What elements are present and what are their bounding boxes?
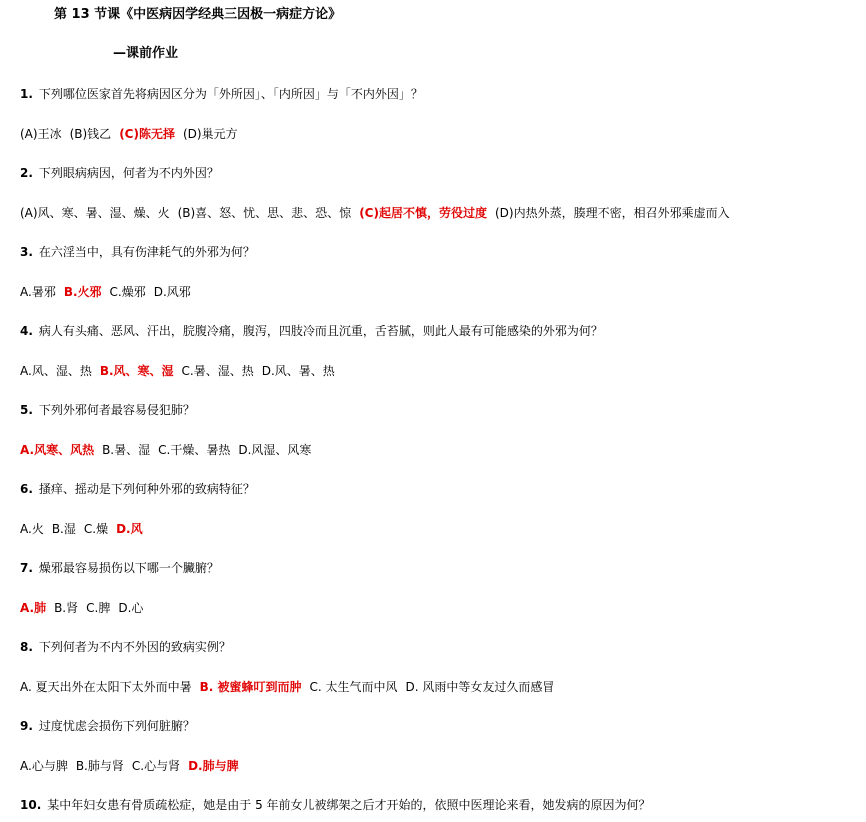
answer-option: D.心 <box>118 601 144 615</box>
answer-option: C.燥 <box>83 522 109 536</box>
question-8 <box>20 639 231 655</box>
answer-option: C.燥邪 <box>109 285 146 299</box>
answer-option: D.风邪 <box>153 285 191 299</box>
question-number: 4. <box>20 324 33 338</box>
question-text: 过度忧虑会损伤下列何脏腑？ <box>38 719 195 733</box>
question-text: 下列哪位医家首先将病因区分为「外所因」、「内所因」与「不内外因」？ <box>38 87 423 101</box>
question-number: 1. <box>20 87 33 101</box>
answer-option: C.脾 <box>86 601 111 615</box>
correct-answer-option: A.肺 <box>20 601 47 615</box>
question-number: 3. <box>20 245 33 259</box>
answer-option: (A)王冰 <box>20 127 62 141</box>
question-9 <box>20 718 195 734</box>
answer-option: C.干燥、暑热 <box>158 443 231 457</box>
question-text: 下列何者为不内不外因的致病实例？ <box>38 640 231 654</box>
answer-option: B.湿 <box>51 522 76 536</box>
options-8 <box>20 679 562 695</box>
options-1 <box>20 126 246 142</box>
answer-option: C. 太生气而中风 <box>309 680 398 694</box>
correct-answer-option: B.风、寒、湿 <box>99 364 174 378</box>
question-number: 7. <box>20 561 33 575</box>
correct-answer-option: B.火邪 <box>63 285 102 299</box>
answer-option: D.风、暑、热 <box>261 364 335 378</box>
answer-option: A.心与脾 <box>20 759 68 773</box>
answer-option: A.风、湿、热 <box>20 364 92 378</box>
answer-option: D.风湿、风寒 <box>238 443 312 457</box>
options-9 <box>20 758 247 774</box>
answer-option: B.暑、湿 <box>102 443 151 457</box>
options-6 <box>20 521 151 537</box>
question-6 <box>20 481 255 497</box>
question-text: 在六淫当中，具有伤津耗气的外邪为何？ <box>38 245 255 259</box>
options-7 <box>20 600 151 616</box>
question-text: 下列外邪何者最容易侵犯肺？ <box>38 403 195 417</box>
options-4 <box>20 363 343 379</box>
options-2 <box>20 205 738 221</box>
answer-option: (D)巢元方 <box>182 127 238 141</box>
page-title: 第 13 节课《中医病因学经典三因极一病症方论》 <box>54 7 342 22</box>
question-number: 10. <box>20 798 42 812</box>
correct-answer-option: D.肺与脾 <box>188 759 239 773</box>
answer-option: (A)风、寒、暑、湿、燥、火 <box>20 206 170 220</box>
question-number: 9. <box>20 719 33 733</box>
question-text: 下列眼病病因，何者为不内外因？ <box>38 166 219 180</box>
question-number: 6. <box>20 482 33 496</box>
correct-answer-option: D.风 <box>116 522 143 536</box>
answer-option: D. 风雨中等女友过久而感冒 <box>405 680 555 694</box>
question-3 <box>20 244 255 260</box>
question-5 <box>20 402 195 418</box>
answer-option: (B)喜、怒、忧、思、悲、恐、惊 <box>177 206 352 220</box>
question-number: 5. <box>20 403 33 417</box>
answer-option: A.火 <box>20 522 44 536</box>
question-number: 8. <box>20 640 33 654</box>
page-subtitle: —课前作业 <box>113 46 179 61</box>
answer-option: C.心与肾 <box>131 759 181 773</box>
correct-answer-option: A.风寒、风热 <box>20 443 95 457</box>
answer-option: (D)内热外蒸，腠理不密，相召外邪乘虚而入 <box>494 206 730 220</box>
answer-option: B.肺与肾 <box>75 759 124 773</box>
correct-answer-option: B. 被蜜蜂叮到而肿 <box>199 680 302 694</box>
question-2 <box>20 165 219 181</box>
answer-option: (B)钱乙 <box>69 127 112 141</box>
correct-answer-option: (C)起居不慎，劳役过度 <box>359 206 487 220</box>
question-4 <box>20 323 603 339</box>
options-5 <box>20 442 319 458</box>
answer-option: B.肾 <box>54 601 79 615</box>
question-number: 2. <box>20 166 33 180</box>
answer-option: A. 夏天出外在太阳下太外而中暑 <box>20 680 192 694</box>
question-text: 某中年妇女患有骨质疏松症，她是由于 5 年前女儿被绑架之后才开始的，依照中医理论来看，她发病的原因为何？ <box>47 798 651 812</box>
question-1 <box>20 86 423 102</box>
question-text: 搔痒、摇动是下列何种外邪的致病特征？ <box>38 482 255 496</box>
correct-answer-option: (C)陈无择 <box>119 127 175 141</box>
question-7 <box>20 560 219 576</box>
question-text: 病人有头痛、恶风、汗出，脘腹冷痛，腹泻，四肢冷而且沉重，舌苔腻，则此人最有可能感染的外邪为何？ <box>38 324 603 338</box>
answer-option: A.暑邪 <box>20 285 56 299</box>
question-10 <box>20 797 651 813</box>
question-text: 燥邪最容易损伤以下哪一个臟腑？ <box>38 561 219 575</box>
answer-option: C.暑、湿、热 <box>181 364 254 378</box>
options-3 <box>20 284 199 300</box>
